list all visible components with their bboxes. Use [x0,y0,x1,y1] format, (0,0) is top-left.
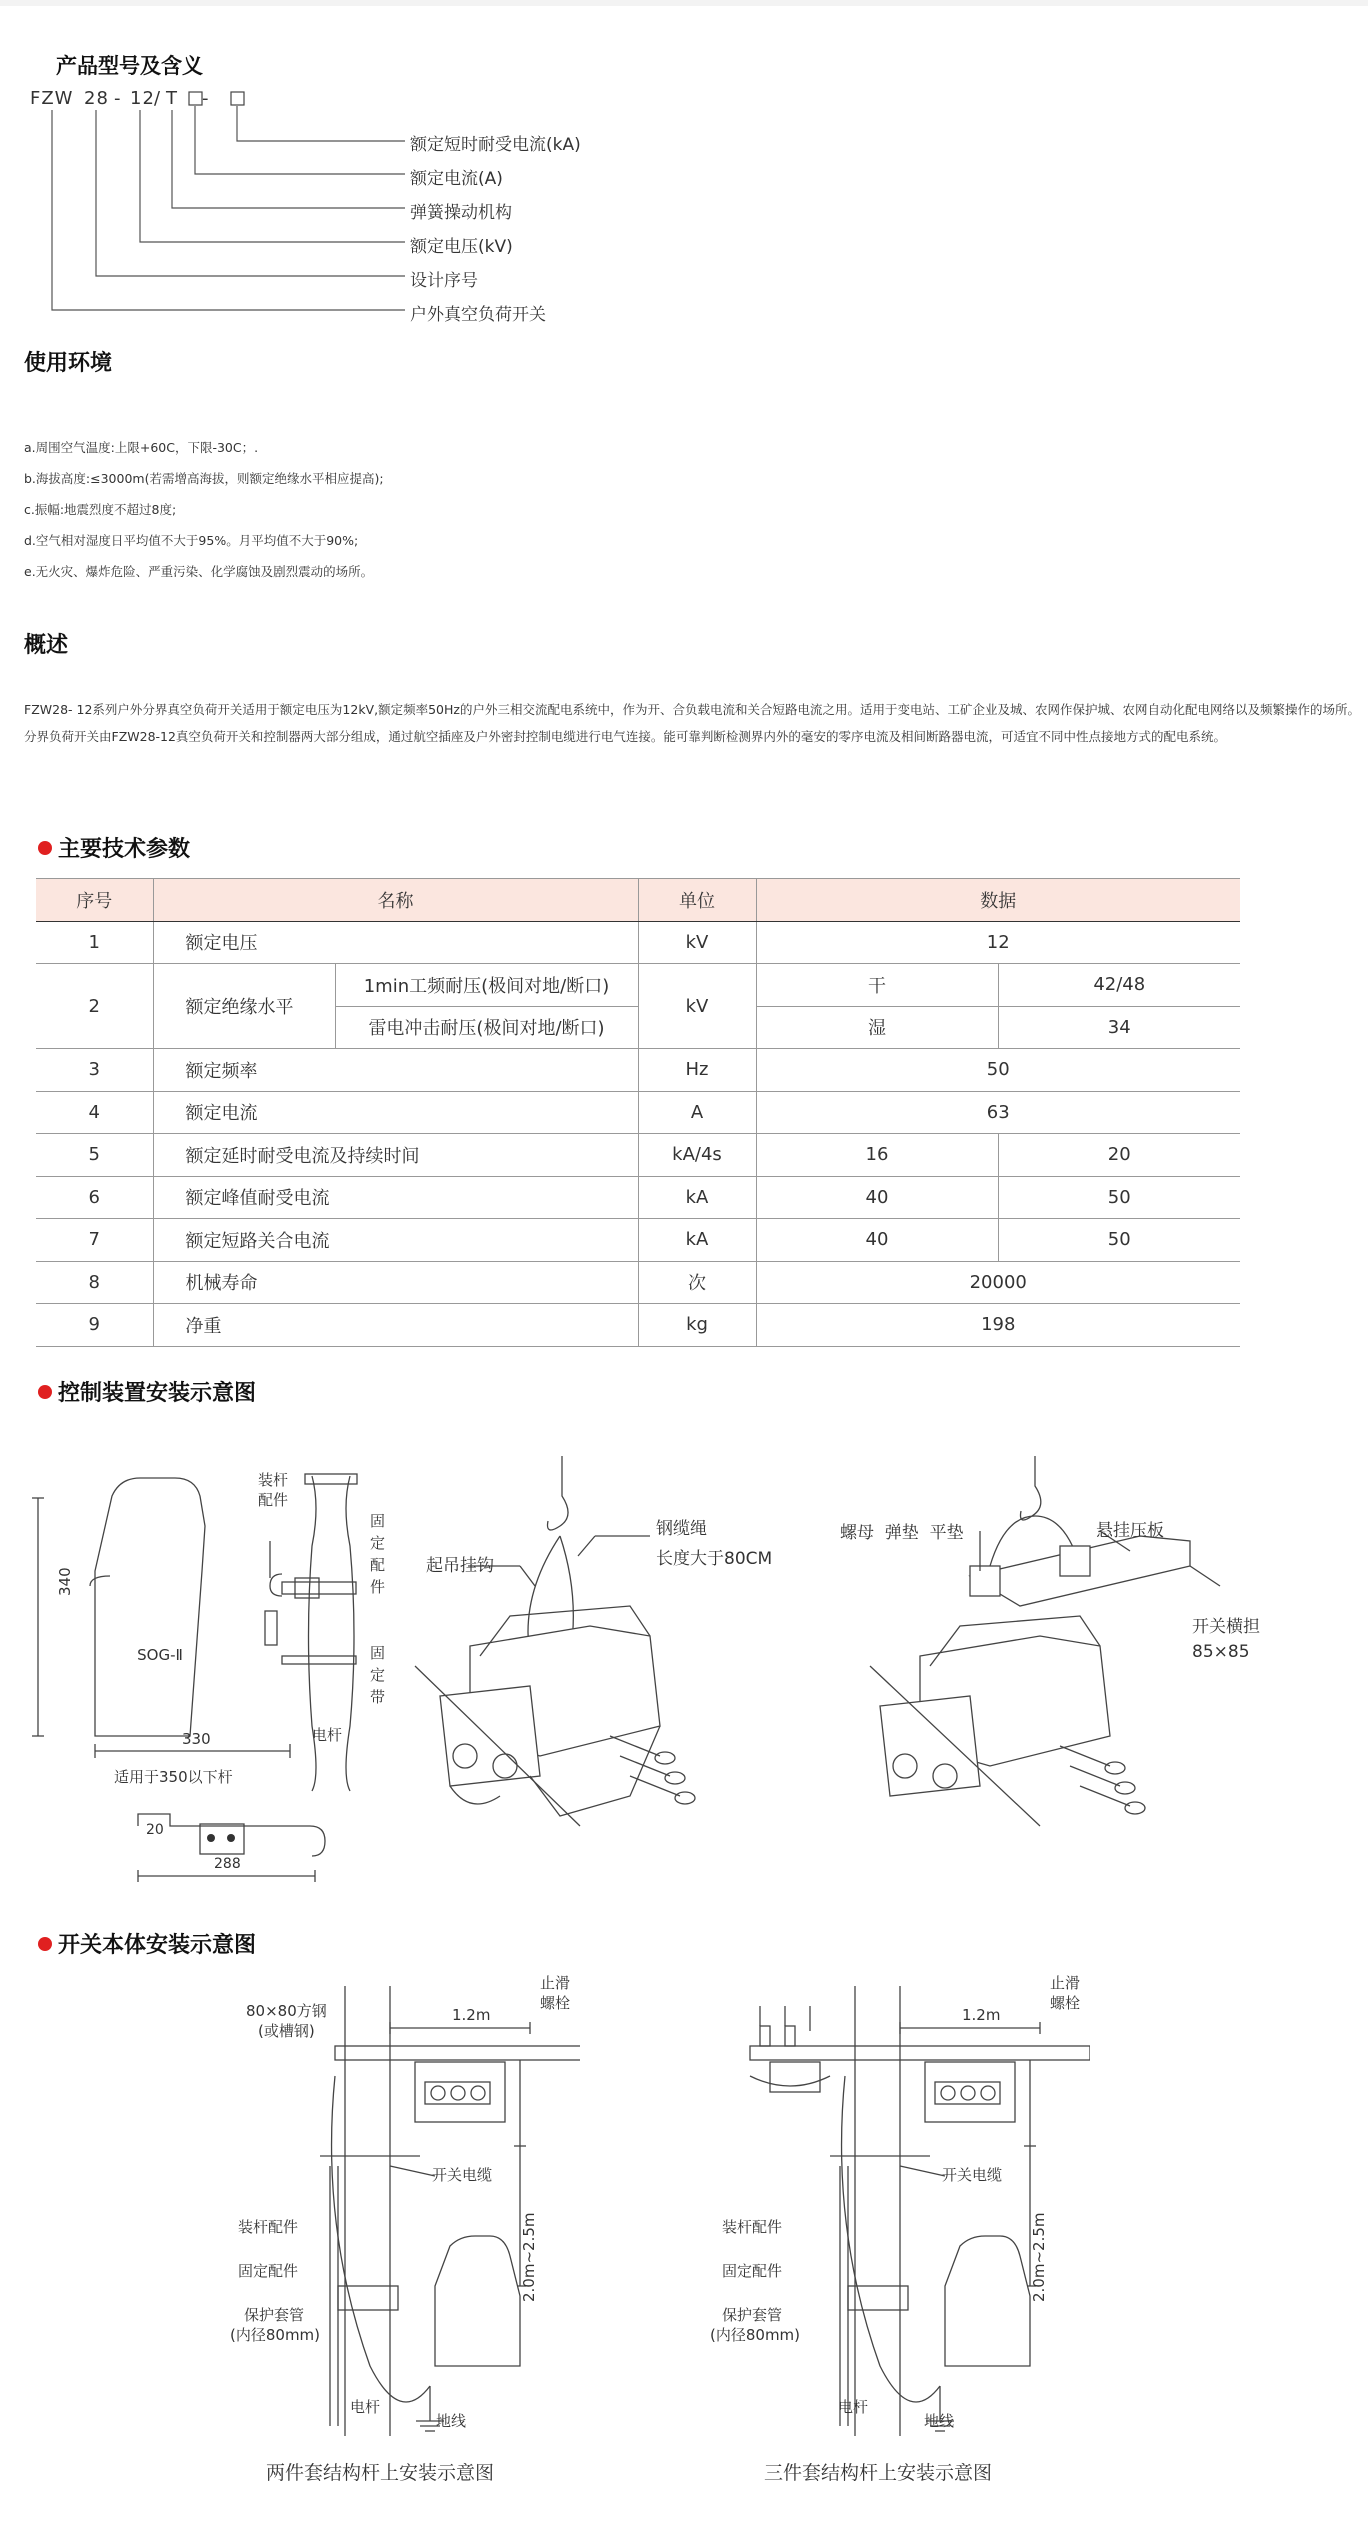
overview-text: FZW28- 12系列户外分界真空负荷开关适用于额定电压为12kV,额定频率50Hz的户外三相交流配电系统中，作为开、合负载电流和关合短路电流之用。适用于变电站、工矿企业及城、农网作保护城、农网自动化配电网络以及频繁操作的场所。分界负荷开关由FZW28-12真空负荷开关和控制器两大部分组成，通过航空插座及户外密封控制电缆进行电气连接。能可靠判断检测界内外的毫安的零序电流及相间断路器电流，可适宜不同中性点接地方式的配电系统。 [24,702,1360,744]
three-piece-drawing [730,1986,1090,2436]
hoist-rope-len: 长度大于80CM [656,1549,773,1569]
ctrl-pole: 电杆 [312,1726,343,1744]
cell-value: 198 [756,1304,1240,1347]
cell-unit: kA [638,1176,756,1219]
cell-value: 50 [756,1049,1240,1092]
body-install-title-text: 开关本体安装示意图 [58,1933,257,1958]
cell-value: 63 [756,1091,1240,1134]
mount-nuts: 螺母 弹垫 平垫 [840,1523,964,1543]
right-span: 1.2m [962,2006,1001,2024]
left-bolt1: 止滑 [540,1974,571,1992]
cell-subname: 1min工频耐压(极间对地/断口) [335,964,638,1007]
table-row [36,1049,1240,1092]
control-install-title-text: 控制装置安装示意图 [58,1381,257,1406]
cell-cond: 干 [756,964,998,1007]
cell-no: 9 [36,1304,153,1347]
cell-no: 5 [36,1134,153,1177]
controller-model-text: SOG-Ⅱ [137,1646,183,1664]
bullet-dot [38,1937,52,1951]
left-pole: 电杆 [350,2398,381,2416]
right-height: 2.0m~2.5m [1030,2212,1048,2302]
right-pole: 电杆 [838,2398,869,2416]
control-install-title [38,1376,256,1407]
cell-name: 净重 [153,1304,638,1347]
table-row [36,1091,1240,1134]
left-steel: 80×80方钢 [246,2002,327,2020]
controller-drawing [20,1466,400,1896]
left-steel2: (或槽钢) [258,2022,315,2040]
cell-unit: kA [638,1219,756,1262]
left-sleeve2: (内径80mm) [230,2326,321,2344]
mount-plate: 悬挂压板 [1096,1521,1164,1541]
body-install-title [38,1928,256,1959]
spec-title [38,832,190,863]
ctrl-dim288: 288 [214,1856,241,1872]
ctrl-note: 适用于350以下杆 [114,1768,233,1786]
cell-no: 8 [36,1261,153,1304]
code-mech: T [166,88,178,109]
overview-title: 概述 [24,633,69,658]
cell-value: 34 [998,1006,1240,1049]
hoist-rope: 钢缆绳 [656,1519,707,1539]
right-cable: 开关电缆 [942,2166,1003,2184]
cell-name: 机械寿命 [153,1261,638,1304]
mount-beam: 开关横担 [1192,1617,1260,1637]
code-dash2: - [202,88,210,109]
right-fix-fit: 固定配件 [722,2262,783,2280]
two-piece-drawing [220,1986,580,2436]
cell-value: 20 [998,1134,1240,1177]
left-cable: 开关电缆 [432,2166,493,2184]
th-data: 数据 [756,879,1240,922]
meaning-1: 额定电流(A) [410,169,503,189]
cell-no: 7 [36,1219,153,1262]
cell-name: 额定频率 [153,1049,638,1092]
hoist-drawing [410,1456,810,1856]
model-title: 产品型号及含义 [56,54,203,78]
right-sleeve: 保护套管 [722,2306,783,2324]
cell-value: 20000 [756,1261,1240,1304]
cell-value: 50 [998,1176,1240,1219]
table-row [36,1261,1240,1304]
cell-unit: A [638,1091,756,1134]
page [0,6,1368,2528]
right-sleeve2: (内径80mm) [710,2326,801,2344]
code-slash: / [154,88,162,109]
cell-unit: kg [638,1304,756,1347]
bullet-dot [38,841,52,855]
right-bolt1: 止滑 [1050,1974,1081,1992]
left-height: 2.0m~2.5m [520,2212,538,2302]
hoist-hook: 起吊挂钩 [426,1556,494,1576]
cell-unit: kV [638,921,756,964]
environment-title: 使用环境 [24,351,113,376]
code-voltage: 12 [130,88,155,109]
left-pole-fit: 装杆配件 [238,2218,299,2236]
meaning-4: 设计序号 [410,271,478,291]
left-caption: 两件套结构杆上安装示意图 [266,2462,495,2484]
env-item-c: c.振幅:地震烈度不超过8度; [24,502,177,517]
ctrl-fix-band: 固定带 [370,1644,386,1706]
cell-value: 40 [756,1176,998,1219]
cell-value: 16 [756,1134,998,1177]
bullet-dot [38,1385,52,1399]
meaning-3: 额定电压(kV) [410,237,513,257]
cell-name: 额定电压 [153,921,638,964]
table-row [36,964,1240,1007]
ctrl-width: 330 [182,1730,211,1748]
spec-table [36,878,1240,1347]
cell-unit: 次 [638,1261,756,1304]
left-sleeve: 保护套管 [244,2306,305,2324]
th-name: 名称 [153,879,638,922]
cell-no: 2 [36,964,153,1049]
cell-cond: 湿 [756,1006,998,1049]
env-item-d: d.空气相对湿度日平均值不大于95%。月平均值不大于90%; [24,533,359,548]
code-dash1: - [114,88,122,109]
env-item-a: a.周围空气温度:上限+60C，下限-30C；. [24,440,259,455]
table-row [36,921,1240,964]
ctrl-height: 340 [56,1567,74,1596]
cell-subname: 雷电冲击耐压(极间对地/断口) [335,1006,638,1049]
right-ground: 地线 [924,2412,955,2430]
cell-no: 1 [36,921,153,964]
cell-name: 额定绝缘水平 [153,964,335,1049]
environment-list [24,432,1024,587]
table-header [36,879,1240,922]
model-diagram [0,6,420,336]
mount-beam-size: 85×85 [1192,1642,1250,1662]
ctrl-pole-fitting: 装杆配件 [258,1471,289,1509]
meaning-2: 弹簧操动机构 [410,203,512,223]
right-pole-fit: 装杆配件 [722,2218,783,2236]
cell-value: 40 [756,1219,998,1262]
env-item-e: e.无火灾、爆炸危险、严重污染、化学腐蚀及剧烈震动的场所。 [24,564,374,579]
cell-unit: kV [638,964,756,1049]
cell-no: 4 [36,1091,153,1134]
code-series: 28 [84,88,109,109]
meaning-0: 额定短时耐受电流(kA) [410,135,581,155]
ctrl-dim20: 20 [146,1822,164,1838]
table-row [36,1219,1240,1262]
table-row [36,1134,1240,1177]
left-fix-fit: 固定配件 [238,2262,299,2280]
right-bolt2: 螺栓 [1050,1994,1081,2012]
env-item-b: b.海拔高度:≤3000m(若需增高海拔，则额定绝缘水平相应提高); [24,471,384,486]
code-prefix: FZW [30,88,74,109]
th-unit: 单位 [638,879,756,922]
left-bolt2: 螺栓 [540,1994,571,2012]
cell-no: 6 [36,1176,153,1219]
cell-name: 额定延时耐受电流及持续时间 [153,1134,638,1177]
table-row [36,1304,1240,1347]
cell-value: 42/48 [998,964,1240,1007]
cell-name: 额定电流 [153,1091,638,1134]
cell-unit: kA/4s [638,1134,756,1177]
cell-value: 50 [998,1219,1240,1262]
left-span: 1.2m [452,2006,491,2024]
cell-unit: Hz [638,1049,756,1092]
cell-value: 12 [756,921,1240,964]
meaning-5: 户外真空负荷开关 [410,305,546,325]
table-row [36,1176,1240,1219]
left-ground: 地线 [436,2412,467,2430]
spec-title-text: 主要技术参数 [58,837,191,862]
cell-name: 额定短路关合电流 [153,1219,638,1262]
right-caption: 三件套结构杆上安装示意图 [764,2462,993,2484]
ctrl-fix-fitting: 固定配件 [370,1512,386,1596]
cell-name: 额定峰值耐受电流 [153,1176,638,1219]
cell-no: 3 [36,1049,153,1092]
th-no: 序号 [36,879,153,922]
